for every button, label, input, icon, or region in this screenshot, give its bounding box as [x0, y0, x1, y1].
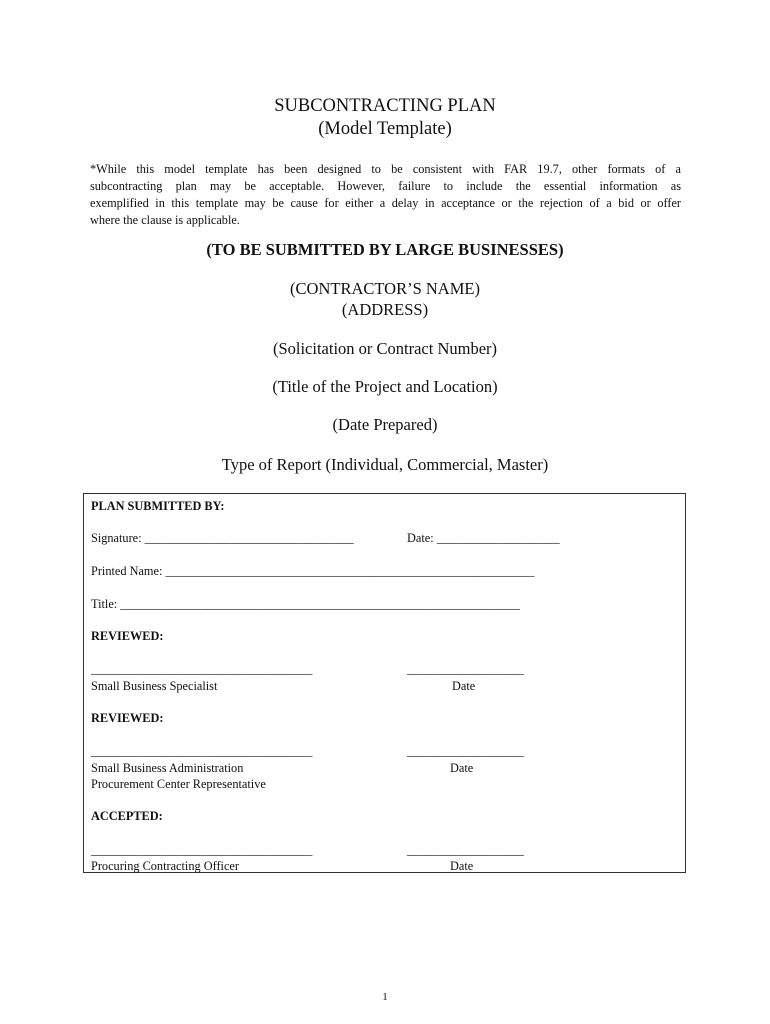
project-title-placeholder: (Title of the Project and Location) [272, 377, 498, 396]
specialist-date-line[interactable]: ___________________ [407, 662, 524, 676]
report-type-placeholder: Type of Report (Individual, Commercial, Master) [221, 455, 549, 474]
intro-line: where the clause is applicable. [90, 213, 240, 227]
officer-date-line[interactable]: ___________________ [407, 843, 524, 857]
reviewed-heading: REVIEWED: [91, 711, 164, 725]
address-placeholder: (ADDRESS) [341, 300, 429, 319]
intro-paragraph [90, 161, 681, 229]
specialist-signature-line[interactable]: ____________________________________ [91, 662, 313, 676]
sba-date-line[interactable]: ___________________ [407, 744, 524, 758]
solicitation-number-placeholder: (Solicitation or Contract Number) [272, 339, 498, 358]
page-number: 1 [382, 991, 388, 1003]
sba-signature-line[interactable]: ____________________________________ [91, 744, 313, 758]
intro-line: *While this model template has been designed to be consistent with FAR 19.7, other formats of a [90, 162, 681, 176]
sba-date-label: Date [450, 761, 474, 775]
signature-form-box [83, 493, 686, 873]
officer-date-label: Date [450, 859, 474, 873]
reviewed-heading: REVIEWED: [91, 629, 164, 643]
plan-submitted-by-label: PLAN SUBMITTED BY: [91, 499, 225, 513]
intro-line: exemplified in this template may be cause for either a delay in acceptance or the rejection of a bid or offer [90, 196, 681, 210]
date-field[interactable]: Date: ____________________ [407, 531, 560, 545]
pcr-label: Procurement Center Representative [91, 777, 266, 791]
intro-line: subcontracting plan may be acceptable. However, failure to include the essential information as [90, 179, 681, 193]
signature-field[interactable]: Signature: __________________________________ [91, 531, 354, 545]
document-subtitle: (Model Template) [318, 119, 452, 139]
document-title: SUBCONTRACTING PLAN [274, 96, 496, 116]
specialist-label: Small Business Specialist [91, 679, 218, 693]
officer-label: Procuring Contracting Officer [91, 859, 239, 873]
accepted-heading: ACCEPTED: [91, 809, 163, 823]
contractor-name-placeholder: (CONTRACTOR’S NAME) [290, 279, 480, 298]
date-prepared-placeholder: (Date Prepared) [332, 415, 438, 434]
specialist-date-label: Date [452, 679, 476, 693]
printed-name-field[interactable]: Printed Name: ____________________________________________________________ [91, 564, 535, 578]
submission-heading: (TO BE SUBMITTED BY LARGE BUSINESSES) [206, 240, 564, 259]
officer-signature-line[interactable]: ____________________________________ [91, 843, 313, 857]
sba-label: Small Business Administration [91, 761, 244, 775]
title-field[interactable]: Title: _________________________________________________________________ [91, 597, 520, 611]
